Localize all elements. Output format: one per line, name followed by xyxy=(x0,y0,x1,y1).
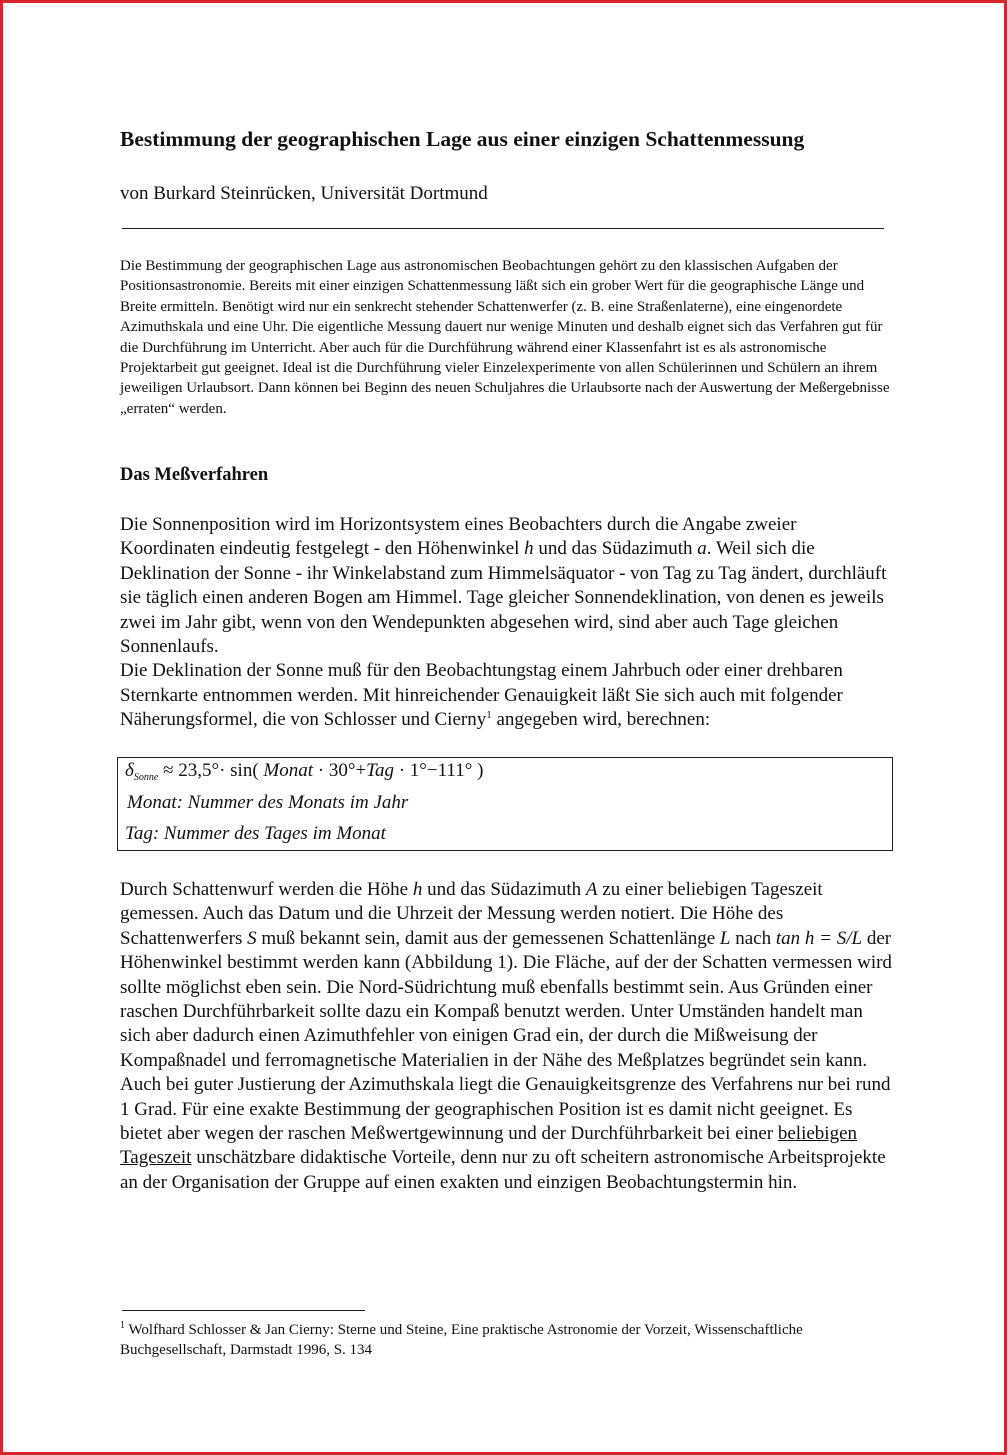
text-run: angegeben wird, berechnen: xyxy=(491,709,711,731)
variable-a: a xyxy=(697,538,707,560)
formula-box xyxy=(117,757,893,851)
abstract-paragraph: Die Bestimmung der geographischen Lage aus astronomischen Beobachtungen gehört zu den klassischen Aufgaben der Positionsastronomie. Bereits mit einer einzigen Schattenmessung läßt sich ein grober Wert für die geographische Länge und Breite ermitteln. Benötigt wird nur ein senkrecht stehender Schattenwerfer (z. B. eine Straßenlaterne), eine eingenordete Azimuthskala und eine Uhr. Die eigentliche Messung dauert nur wenige Minuten und deshalb eignet sich das Verfahren gut für die Durchführung im Unterricht. Aber auch für die Durchführung während einer Klassenfahrt ist es als astronomische Projektarbeit gut geeignet. Ideal ist die Durchführung vieler Einzelexperimente von allen Schülerinnen und Schülern an ihrem jeweiligen Urlaubsort. Dann können bei Beginn des neuen Schuljahres die Urlaubsorte nach der Auswertung der Meßergebnisse „erraten“ werden. xyxy=(120,258,890,417)
text-run: nach xyxy=(730,927,776,949)
body-block-2 xyxy=(120,878,895,1195)
text-run: und das Südazimuth xyxy=(422,879,586,900)
paragraph-accuracy xyxy=(120,1073,895,1195)
paragraph-shadow-measurement xyxy=(120,878,895,1073)
text-run: muß bekannt sein, damit aus der gemessenen Schattenlänge xyxy=(256,927,720,949)
variable-h: h xyxy=(412,879,423,900)
underlined-phrase: beliebigen Tageszeit xyxy=(120,1123,858,1169)
paragraph-sun-position xyxy=(120,513,895,659)
text-run: Die Deklination der Sonne muß für den Beobachtungstag einem Jahrbuch oder einer drehbaren Sternkarte entnommen werden. Mit hinreichender Genauigkeit läßt Sie sich auch mit folgender Näherungsformel, die von Schlosser und Cierny xyxy=(120,660,843,731)
footnote xyxy=(120,1320,890,1361)
document-title: Bestimmung der geographischen Lage aus einer einzigen Schattenmessung xyxy=(120,127,805,151)
formula-text: · 30°+ xyxy=(313,760,367,781)
variable-S: S xyxy=(247,927,257,949)
variable-L: L xyxy=(719,927,731,949)
title-divider xyxy=(122,228,884,229)
text-run: und das Südazimuth xyxy=(533,538,698,560)
formula-var-monat: Monat xyxy=(127,792,177,813)
paragraph-declination xyxy=(120,659,895,732)
formula-text: : Nummer des Tages im Monat xyxy=(152,823,386,844)
formula-line-tag xyxy=(125,823,386,845)
section-heading: Das Meßverfahren xyxy=(120,465,269,485)
formula-line-main xyxy=(125,760,483,783)
delta-subscript: Sonne xyxy=(133,772,159,783)
text-run: zu einer beliebigen Tageszeit gemessen. Auch das Datum und die Uhrzeit der Messung werden notiert. Die Höhe des Schattenwerfers xyxy=(120,879,823,949)
text-run: Durch Schattenwurf werden die Höhe xyxy=(120,879,413,900)
text-run: Auch bei guter Justierung der Azimuthskala liegt die Genauigkeitsgrenze des Verfahrens nur bei rund 1 Grad. Für eine exakte Bestimmung der geographischen Position ist es damit nicht geeignet. Es bietet aber wegen der raschen Meßwertgewinnung und der Durchführbarkeit bei einer xyxy=(120,1074,891,1145)
variable-A: A xyxy=(585,879,598,900)
footnote-divider xyxy=(122,1310,365,1311)
formula-var-tag: Tag xyxy=(125,823,153,844)
variable-h: h xyxy=(524,538,534,560)
text-run: unschätzbare didaktische Vorteile, denn nur zu oft scheitern astronomische Arbeitsprojekte an der Organisation der Gruppe auf einen exakten und einzigen Beobachtungstermin hin. xyxy=(120,1147,886,1193)
formula-var-monat: Monat xyxy=(263,760,314,781)
formula-text: : Nummer des Monats im Jahr xyxy=(176,792,409,813)
text-run: Die Sonnenposition wird im Horizontsystem eines Beobachters durch die Angabe zweier Koordinaten eindeutig festgelegt - den Höhenwinkel xyxy=(120,514,797,560)
formula-var-tag: Tag xyxy=(366,760,394,781)
author-line: von Burkard Steinrücken, Universität Dortmund xyxy=(120,183,488,204)
body-block-1 xyxy=(120,513,895,733)
delta-symbol: δ xyxy=(125,760,134,781)
formula-text: ≈ 23,5°· sin( xyxy=(158,760,264,781)
formula-text: · 1°−111° ) xyxy=(393,760,484,781)
footnote-reference[interactable]: 1 xyxy=(486,709,492,722)
footnote-number: 1 xyxy=(120,1320,125,1331)
footnote-text: Wolfhard Schlosser & Jan Cierny: Sterne und Steine, Eine praktische Astronomie der Vorzeit, Wissenschaftliche Buchgesellschaft, Darmstadt 1996, S. 134 xyxy=(120,1322,803,1359)
text-run: . Weil sich die Deklination der Sonne - ihr Winkelabstand zum Himmelsäquator - von Tag zu Tag ändert, durchläuft sie täglich einen anderen Bogen am Himmel. Tage gleicher Sonnendeklination, von denen es jeweils zwei im Jahr gibt, wenn von den Wendepunkten abgesehen wird, sind aber auch Tage gleichen Sonnenlaufs. xyxy=(120,538,887,658)
text-run: der Höhenwinkel bestimmt werden kann (Abbildung 1). Die Fläche, auf der der Schatten vermessen wird sollte möglichst eben sein. Die Nord-Südrichtung muß ebenfalls bestimmt sein. Aus Gründen einer raschen Durchführbarkeit sollte dazu ein Kompaß benutzt werden. Unter Umständen handelt man sich aber dadurch einen Azimuthfehler von einigen Grad ein, der durch die Mißweisung der Kompaßnadel und ferromagnetische Materialien in der Nähe des Meßplatzes begründet sein kann. xyxy=(120,927,892,1071)
formula-line-monat xyxy=(127,792,408,814)
inline-equation: tan h = S/L xyxy=(775,927,863,949)
